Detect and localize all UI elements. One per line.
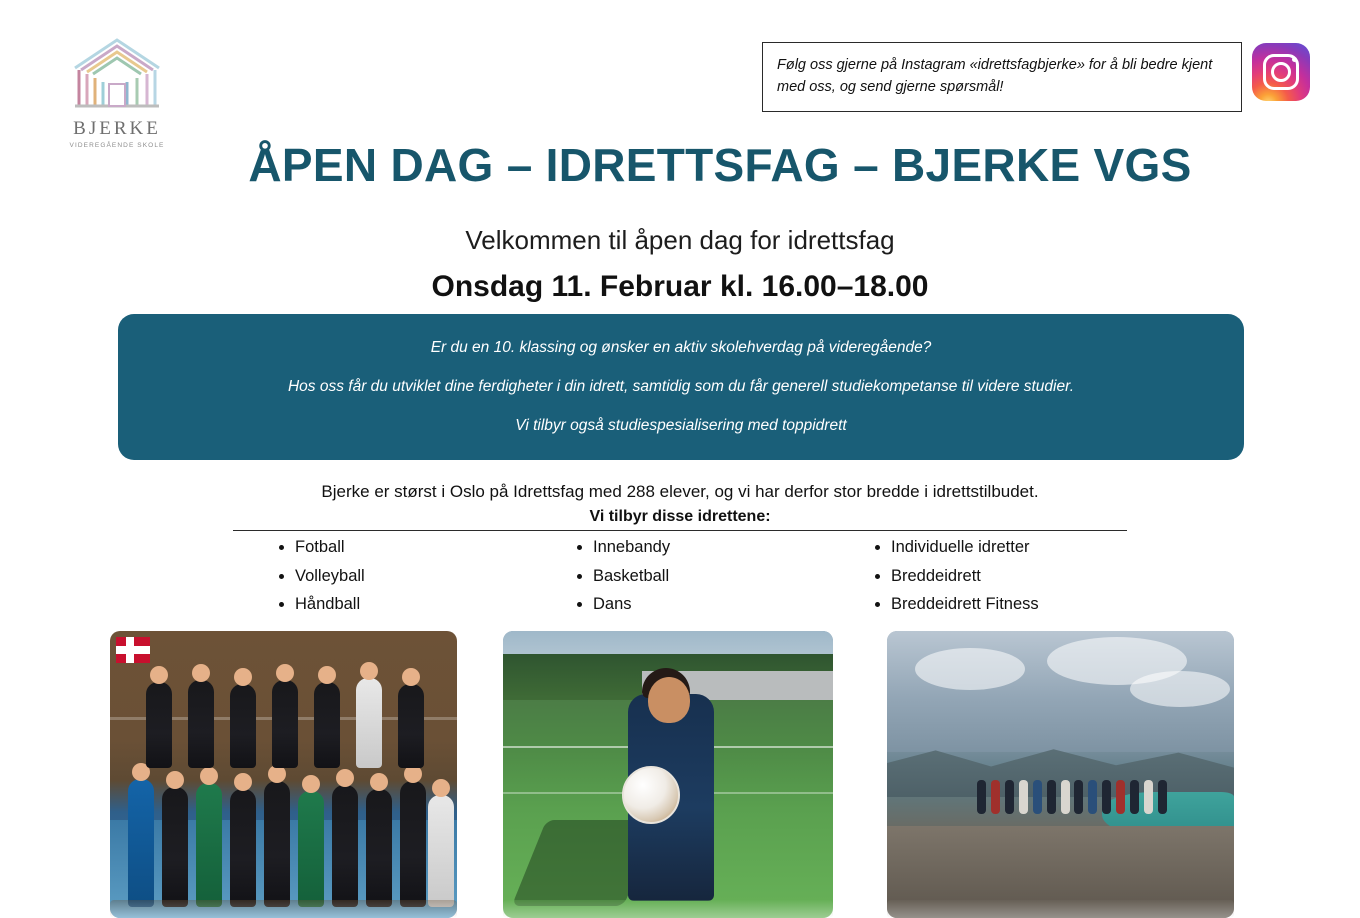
photo-reflection-1 (110, 900, 457, 918)
instagram-icon[interactable] (1252, 43, 1310, 101)
list-item: • Breddeidrett Fitness (891, 590, 1127, 619)
list-item: • Innebandy (593, 533, 829, 562)
school-logo (52, 34, 182, 149)
instagram-note: Følg oss gjerne på Instagram «idrettsfagbjerke» for å bli bedre kjent med oss, og send gjerne spørsmål! (762, 42, 1242, 112)
sports-column-2 (531, 533, 829, 619)
logo-school-name: BJERKE (73, 118, 161, 139)
list-item: • Breddeidrett (891, 562, 1127, 591)
list-item: • Fotball (295, 533, 531, 562)
sports-intro: Bjerke er størst i Oslo på Idrettsfag med 288 elever, og vi har derfor stor bredde i idrettstilbudet. (321, 482, 1039, 501)
bjerke-house-icon (65, 34, 169, 112)
list-item: • Individuelle idretter (891, 533, 1127, 562)
sports-column-1 (233, 533, 531, 619)
sports-heading: Vi tilbyr disse idrettene: (589, 508, 771, 525)
list-item: • Volleyball (295, 562, 531, 591)
photo-reflection-2 (503, 900, 833, 918)
sports-column-3 (829, 533, 1127, 619)
info-banner (118, 314, 1244, 460)
list-item: • Basketball (593, 562, 829, 591)
photo-reflection-3 (887, 900, 1234, 918)
event-date: Onsdag 11. Februar kl. 16.00–18.00 (431, 270, 929, 303)
banner-line-2: Hos oss får du utviklet dine ferdigheter i din idrett, samtidig som du får generell studiekompetanse til videre studier. (287, 378, 1074, 395)
logo-school-subtitle: VIDEREGÅENDE SKOLE (69, 142, 165, 149)
section-divider (233, 530, 1127, 531)
photo-mountain-trip (887, 631, 1234, 918)
banner-line-3: Vi tilbyr også studiespesialisering med toppidrett (515, 417, 847, 434)
list-item: • Dans (593, 590, 829, 619)
welcome-text: Velkommen til åpen dag for idrettsfag (465, 225, 895, 255)
photo-handball-team (110, 631, 457, 918)
banner-line-1: Er du en 10. klassing og ønsker en aktiv skolehverdag på videregående? (430, 339, 932, 356)
list-item: • Håndball (295, 590, 531, 619)
sports-list (233, 533, 1127, 619)
photo-football-player (503, 631, 833, 918)
page-title: ÅPEN DAG – IDRETTSFAG – BJERKE VGS (248, 139, 1192, 191)
